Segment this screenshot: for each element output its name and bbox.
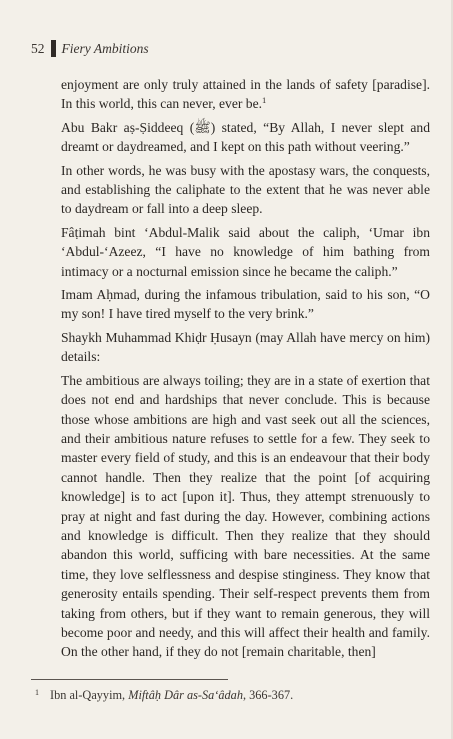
footnote-pages: , 366-367. (242, 688, 294, 702)
footnote-marker: 1 (262, 95, 267, 106)
footnote-number: 1 (35, 688, 39, 697)
block-quote: The ambitious are always toiling; they are in a state of exertion that does not end and hardships that never conclude. This is because those whose ambitions are high and vast seek out all the sciences, and their ambitious nature refuses to settle for a few. They seek to master every field of study, and this is an endeavour that their body cannot handle. Then they realize that the point [of acquiring knowledge] is to act [upon it]. Thus, they attempt strenuously to pray at night and fast during the day. However, combining actions and knowledge is difficult. Then they realize that they should abandon this world, sufficing with bare necessities. At the same time, they love selflessness and despise stinginess. They know that generosity entails spending. Their self-respect prevents them from taking from others, but if they want to remain generous, they will become poor and needy, and this will affect their health and family. On the other hand, if they do not [remain charitable, then] (61, 372, 430, 660)
paragraph: enjoyment are only truly attained in the lands of safety [paradise]. In this world, this can never, ever be.$^1$ (61, 77, 430, 112)
footnote-author: Ibn al-Qayyim, (50, 688, 129, 702)
body-text (61, 75, 430, 666)
footnote-rule (31, 679, 228, 680)
paragraph: In other words, he was busy with the apostasy wars, the conquests, and establishing the caliphate to the extent that he was never able to daydream or fall into a deep sleep. (61, 162, 430, 217)
running-title: Fiery Ambitions (61, 40, 149, 56)
paragraph: Fâṭimah bint ‘Abdul-Malik said about the caliph, ‘Umar ibn ‘Abdul-‘Azeez, “I have no knowledge of him bathing from intimacy or a nocturnal emission since he became the caliph.” (61, 224, 430, 279)
page-number: 52 (31, 40, 45, 56)
header-bar (51, 40, 56, 57)
running-header (31, 40, 149, 57)
paragraph: Imam Aḥmad, during the infamous tribulation, said to his son, “O my son! I have tired myself to the very brink.” (61, 287, 430, 322)
paragraph: Abu Bakr aṣ-Ṣiddeeq (ﷺ) stated, “By Allah, I never slept and dreamt or daydreamed, and I kept on this path without veering.” (61, 119, 431, 155)
paragraph: Shaykh Muhammad Khiḍr Ḥusayn (may Allah have mercy on him) details: (61, 329, 430, 365)
footnote-work: Miftâḥ Dâr as-Sa‘âdah (128, 688, 243, 702)
footnote (35, 688, 293, 703)
